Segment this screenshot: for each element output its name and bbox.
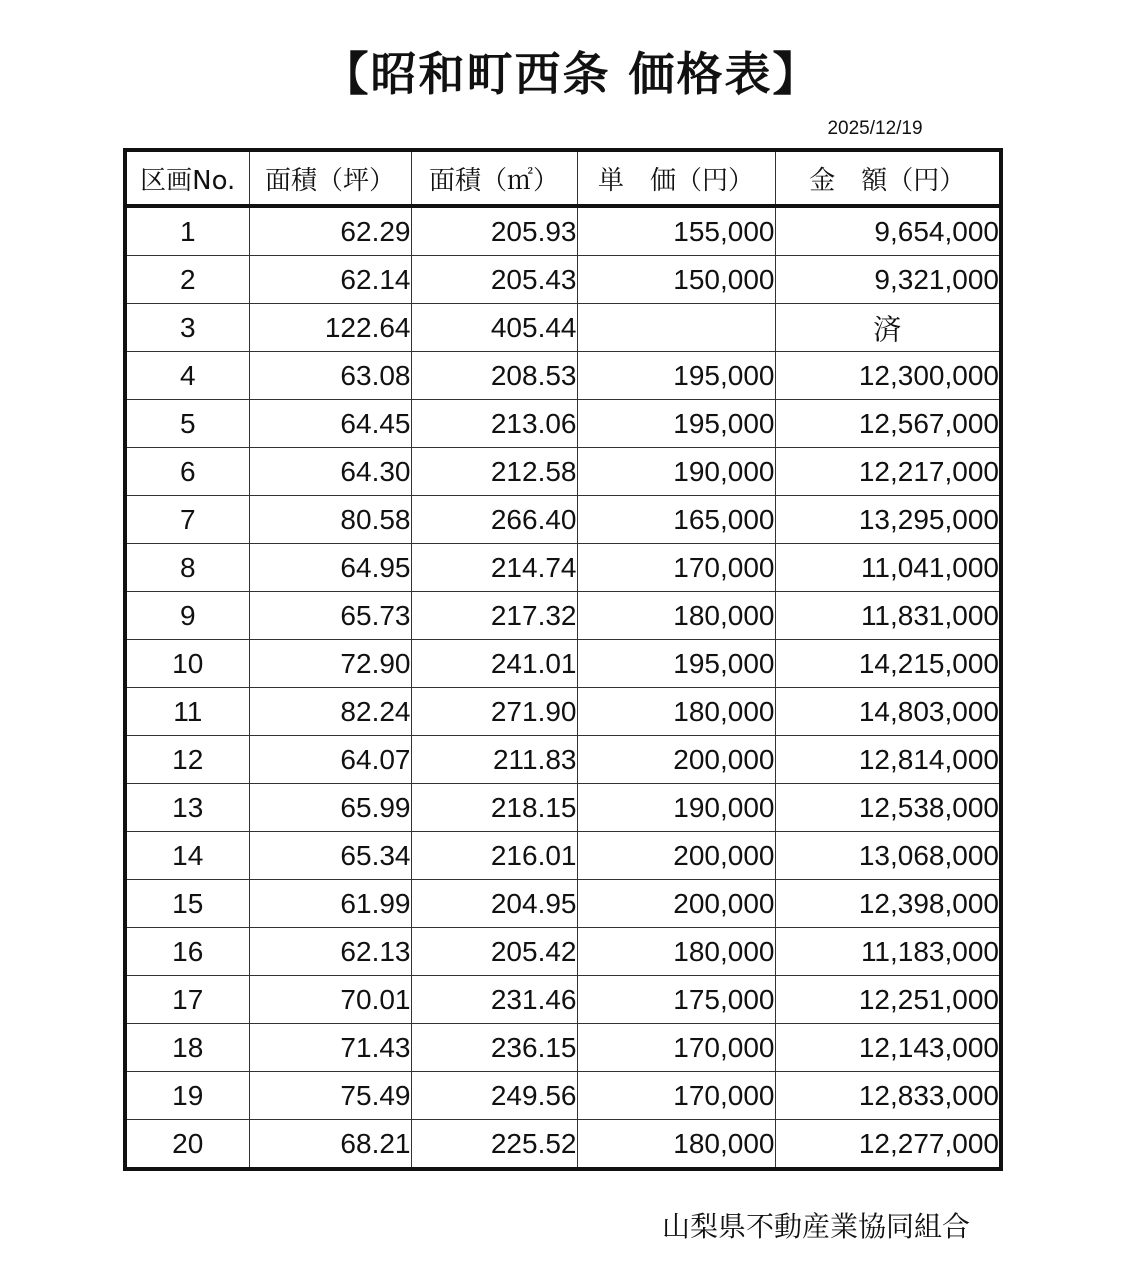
cell-amount: 12,277,000 [775,1120,1001,1170]
cell-amount: 12,143,000 [775,1024,1001,1072]
cell-area-tsubo: 75.49 [249,1072,411,1120]
cell-lot-no: 19 [125,1072,249,1120]
cell-area-tsubo: 72.90 [249,640,411,688]
cell-lot-no: 15 [125,880,249,928]
cell-lot-no: 1 [125,206,249,256]
cell-amount: 13,068,000 [775,832,1001,880]
cell-area-tsubo: 82.24 [249,688,411,736]
cell-area-tsubo: 68.21 [249,1120,411,1170]
page-title: 【昭和町西条 価格表】 [322,47,821,101]
cell-area-tsubo: 62.29 [249,206,411,256]
cell-lot-no: 20 [125,1120,249,1170]
table-row [125,256,1001,304]
cell-area-m2: 216.01 [411,832,577,880]
cell-lot-no: 8 [125,544,249,592]
organization-name: 山梨県不動産業協同組合 [661,1210,970,1243]
cell-lot-no: 2 [125,256,249,304]
cell-unit-price: 195,000 [577,400,775,448]
cell-area-m2: 208.53 [411,352,577,400]
table-row [125,928,1001,976]
cell-amount: 12,538,000 [775,784,1001,832]
cell-area-tsubo: 65.34 [249,832,411,880]
issue-date: 2025/12/19 [827,118,923,139]
cell-area-m2: 214.74 [411,544,577,592]
table-row [125,400,1001,448]
cell-lot-no: 5 [125,400,249,448]
cell-amount: 14,215,000 [775,640,1001,688]
cell-area-tsubo: 64.95 [249,544,411,592]
cell-amount: 12,398,000 [775,880,1001,928]
cell-amount: 12,814,000 [775,736,1001,784]
cell-area-m2: 405.44 [411,304,577,352]
cell-amount: 済 [775,304,1001,352]
table-row [125,448,1001,496]
cell-area-m2: 218.15 [411,784,577,832]
cell-area-m2: 225.52 [411,1120,577,1170]
cell-lot-no: 7 [125,496,249,544]
cell-area-tsubo: 65.99 [249,784,411,832]
cell-lot-no: 11 [125,688,249,736]
cell-unit-price: 170,000 [577,1072,775,1120]
cell-unit-price: 170,000 [577,1024,775,1072]
header-unit-price: 単 価（円） [577,150,775,206]
cell-area-m2: 213.06 [411,400,577,448]
cell-amount: 9,654,000 [775,206,1001,256]
cell-unit-price: 200,000 [577,880,775,928]
cell-lot-no: 13 [125,784,249,832]
cell-area-m2: 205.42 [411,928,577,976]
table-row [125,880,1001,928]
cell-unit-price: 155,000 [577,206,775,256]
cell-area-m2: 231.46 [411,976,577,1024]
cell-unit-price: 190,000 [577,784,775,832]
cell-amount: 13,295,000 [775,496,1001,544]
cell-unit-price: 200,000 [577,736,775,784]
cell-area-tsubo: 122.64 [249,304,411,352]
cell-unit-price: 180,000 [577,592,775,640]
cell-area-tsubo: 62.14 [249,256,411,304]
cell-lot-no: 9 [125,592,249,640]
cell-unit-price: 175,000 [577,976,775,1024]
table-row [125,304,1001,352]
cell-amount: 12,300,000 [775,352,1001,400]
cell-area-m2: 271.90 [411,688,577,736]
cell-unit-price [577,304,775,352]
cell-lot-no: 18 [125,1024,249,1072]
cell-area-m2: 205.93 [411,206,577,256]
cell-area-m2: 217.32 [411,592,577,640]
cell-unit-price: 180,000 [577,928,775,976]
cell-area-m2: 205.43 [411,256,577,304]
cell-lot-no: 3 [125,304,249,352]
cell-area-tsubo: 64.07 [249,736,411,784]
table-row [125,206,1001,256]
header-area-m2: 面積（㎡） [411,150,577,206]
cell-unit-price: 170,000 [577,544,775,592]
cell-unit-price: 150,000 [577,256,775,304]
cell-area-tsubo: 65.73 [249,592,411,640]
cell-amount: 12,251,000 [775,976,1001,1024]
cell-area-tsubo: 70.01 [249,976,411,1024]
cell-amount: 9,321,000 [775,256,1001,304]
price-table [123,148,1003,1171]
cell-lot-no: 12 [125,736,249,784]
table-row [125,352,1001,400]
cell-area-tsubo: 64.30 [249,448,411,496]
cell-lot-no: 6 [125,448,249,496]
table-body [125,206,1001,1169]
cell-area-tsubo: 71.43 [249,1024,411,1072]
cell-unit-price: 180,000 [577,1120,775,1170]
header-amount: 金 額（円） [775,150,1001,206]
cell-amount: 11,183,000 [775,928,1001,976]
table-row [125,1072,1001,1120]
table-row [125,592,1001,640]
cell-unit-price: 180,000 [577,688,775,736]
cell-area-m2: 212.58 [411,448,577,496]
cell-unit-price: 195,000 [577,640,775,688]
cell-lot-no: 16 [125,928,249,976]
cell-area-tsubo: 64.45 [249,400,411,448]
table-header-row [125,150,1001,206]
cell-area-m2: 249.56 [411,1072,577,1120]
table-row [125,784,1001,832]
table-row [125,1120,1001,1170]
cell-unit-price: 190,000 [577,448,775,496]
cell-area-tsubo: 63.08 [249,352,411,400]
cell-amount: 11,831,000 [775,592,1001,640]
header-lot-no: 区画No. [125,150,249,206]
cell-unit-price: 195,000 [577,352,775,400]
table-row [125,496,1001,544]
cell-lot-no: 4 [125,352,249,400]
cell-unit-price: 200,000 [577,832,775,880]
cell-amount: 14,803,000 [775,688,1001,736]
table-row [125,976,1001,1024]
cell-lot-no: 17 [125,976,249,1024]
header-area-tsubo: 面積（坪） [249,150,411,206]
cell-area-m2: 236.15 [411,1024,577,1072]
cell-area-m2: 204.95 [411,880,577,928]
cell-lot-no: 14 [125,832,249,880]
cell-area-m2: 266.40 [411,496,577,544]
cell-amount: 12,833,000 [775,1072,1001,1120]
table-row [125,736,1001,784]
cell-unit-price: 165,000 [577,496,775,544]
table-row [125,688,1001,736]
cell-area-tsubo: 80.58 [249,496,411,544]
cell-amount: 11,041,000 [775,544,1001,592]
cell-area-tsubo: 61.99 [249,880,411,928]
table-row [125,832,1001,880]
cell-amount: 12,567,000 [775,400,1001,448]
cell-lot-no: 10 [125,640,249,688]
cell-area-m2: 241.01 [411,640,577,688]
table-row [125,544,1001,592]
cell-area-tsubo: 62.13 [249,928,411,976]
table-row [125,1024,1001,1072]
table-row [125,640,1001,688]
cell-amount: 12,217,000 [775,448,1001,496]
cell-area-m2: 211.83 [411,736,577,784]
